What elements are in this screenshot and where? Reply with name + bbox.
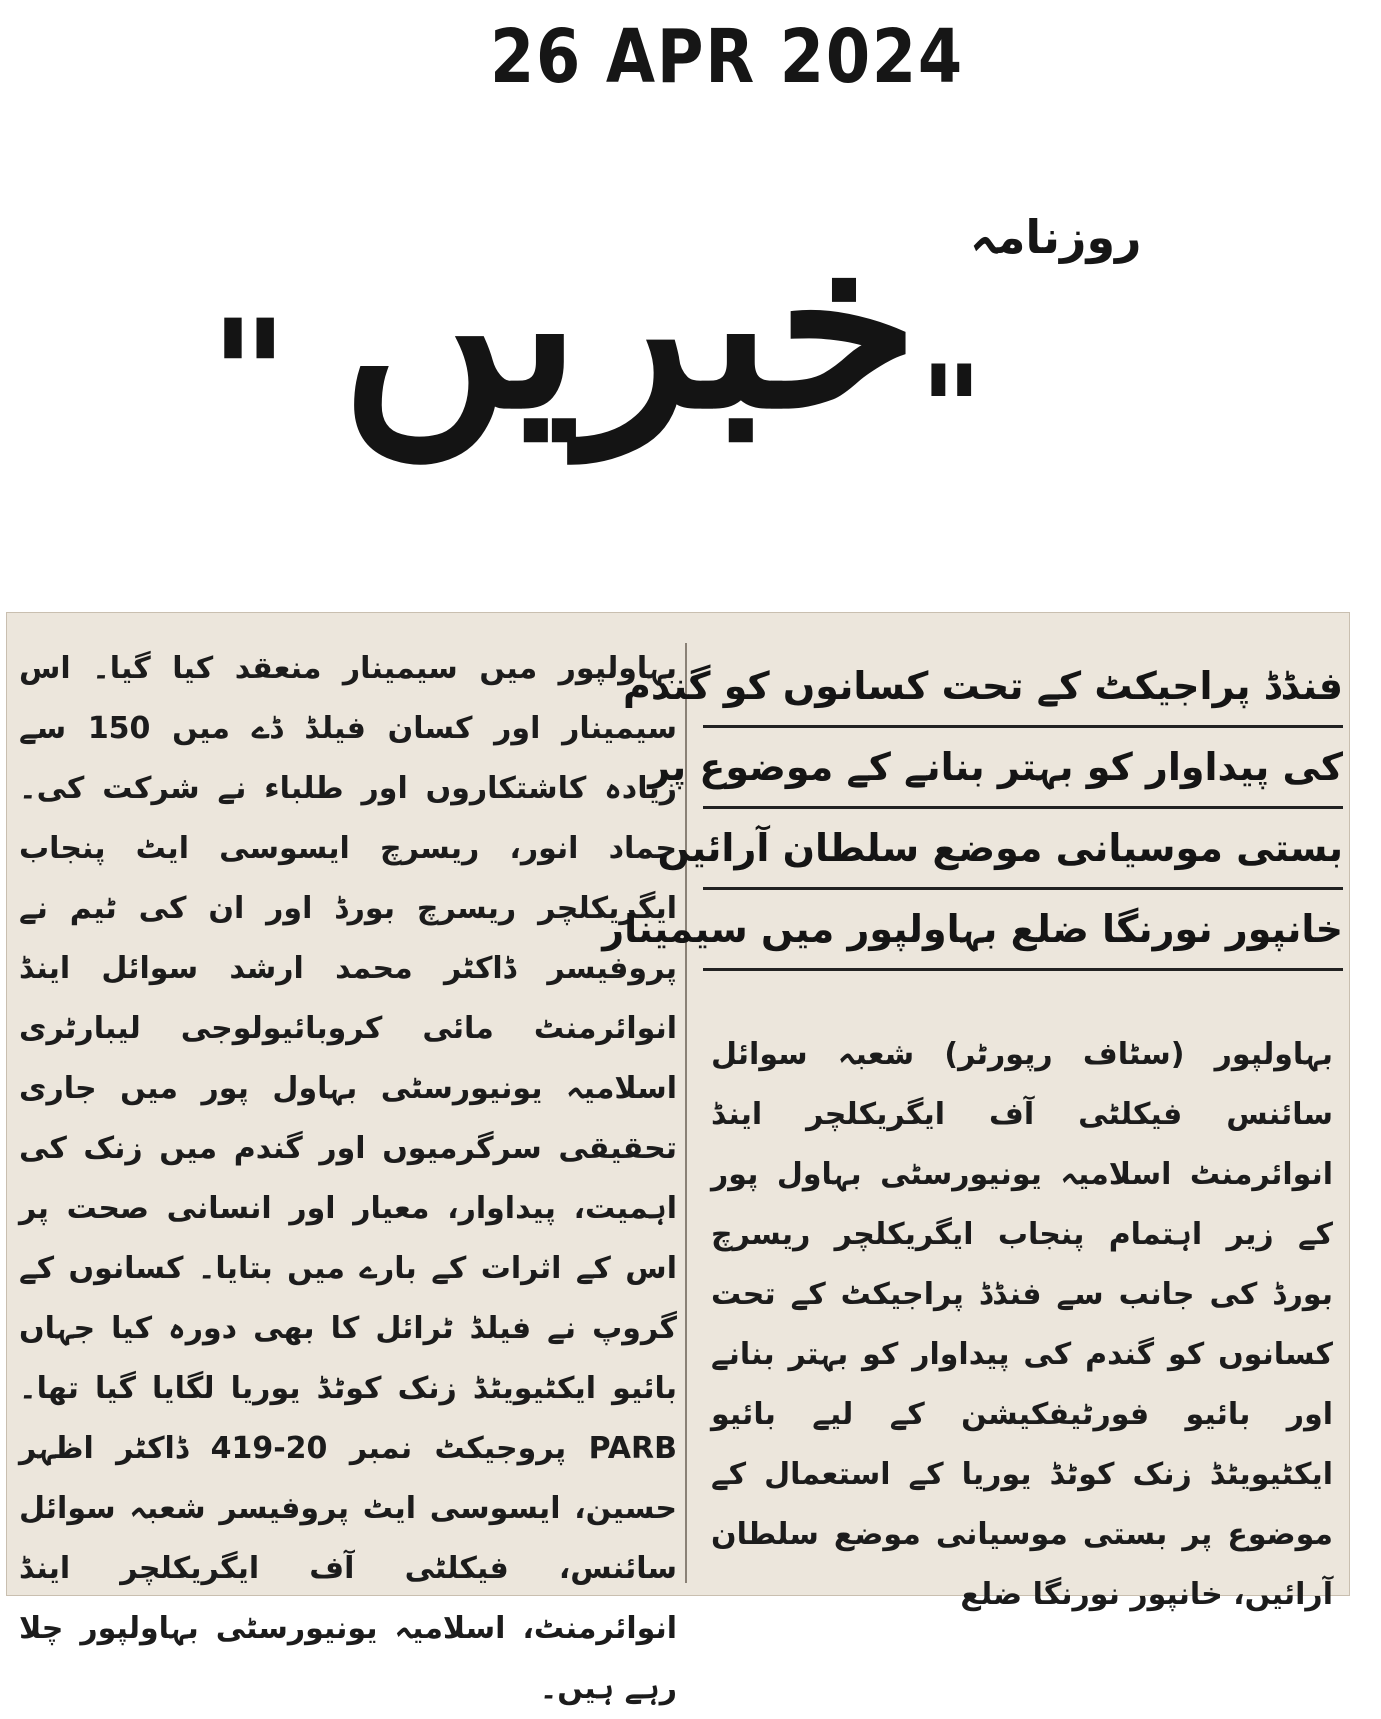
- newspaper-name: خبریں: [341, 190, 919, 460]
- article-body-left-column: [19, 639, 677, 1719]
- headline-line: فنڈڈ پراجیکٹ کے تحت کسانوں کو گندم: [703, 647, 1343, 728]
- masthead-tagline: روزنامہ: [970, 210, 1142, 264]
- news-article-clipping: [6, 612, 1350, 1706]
- article-paragraph: بہاولپور میں سیمینار منعقد کیا گیا۔ اس سیمینار اور کسان فیلڈ ڈے میں 150 سے زیادہ کاشتکاروں اور طلباء نے شرکت کی۔ حماد انور، ریسرچ ایسوسی ایٹ پنجاب ایگریکلچر ریسرچ بورڈ اور ان کی ٹیم نے پروفیسر ڈاکٹر محمد ارشد سوائل اینڈ انوائرمنٹ مائی کروبائیولوجی لیبارٹری اسلامیہ یونیورسٹی بہاول پور میں جاری تحقیقی سرگرمیوں اور گندم میں زنک کی اہمیت، پیداوار، معیار اور انسانی صحت پر اس کے اثرات کے بارے میں بتایا۔ کسانوں کے گروپ نے فیلڈ ٹرائل کا بھی دورہ کیا جہاں بائیو ایکٹیویٹڈ زنک کوٹڈ یوریا لگایا گیا تھا۔ PARB پروجیکٹ نمبر 20-419 ڈاکٹر اظہر حسین، ایسوسی ایٹ پروفیسر شعبہ سوائل سائنس، فیکلٹی آف ایگریکلچر اینڈ انوائرمنٹ، اسلامیہ یونیورسٹی بہاولپور چلا رہے ہیں۔: [19, 651, 677, 1706]
- article-paragraph: بہاولپور (سٹاف رپورٹر) شعبہ سوائل سائنس فیکلٹی آف ایگریکلچر اینڈ انوائرمنٹ اسلامیہ یونیورسٹی بہاول پور کے زیر اہتمام پنجاب ایگریکلچر ریسرچ بورڈ کی جانب سے فنڈڈ پراجیکٹ کے تحت کسانوں کو گندم کی پیداوار کو بہتر بنانے اور بائیو فورٹیفکیشن کے لیے بائیو ایکٹیویٹڈ زنک کوٹڈ یوریا کے استعمال کے موضوع پر بستی موسیانی موضع سلطان آرائیں، خانپور نورنگا ضلع: [711, 1037, 1333, 1612]
- article-headline: [602, 647, 1343, 971]
- headline-line: کی پیداوار کو بہتر بنانے کے موضوع پر: [703, 728, 1343, 809]
- headline-line: خانپور نورنگا ضلع بہاولپور میں سیمینار: [703, 890, 1343, 971]
- masthead-quote-close: ": [920, 339, 983, 480]
- article-body-right-column: [711, 1025, 1333, 1625]
- newspaper-masthead: [200, 190, 1142, 570]
- headline-line: بستی موسیانی موضع سلطان آرائیں: [703, 809, 1343, 890]
- clipping-date: 26 APR 2024: [490, 14, 964, 100]
- masthead-quote-open: ": [210, 287, 289, 463]
